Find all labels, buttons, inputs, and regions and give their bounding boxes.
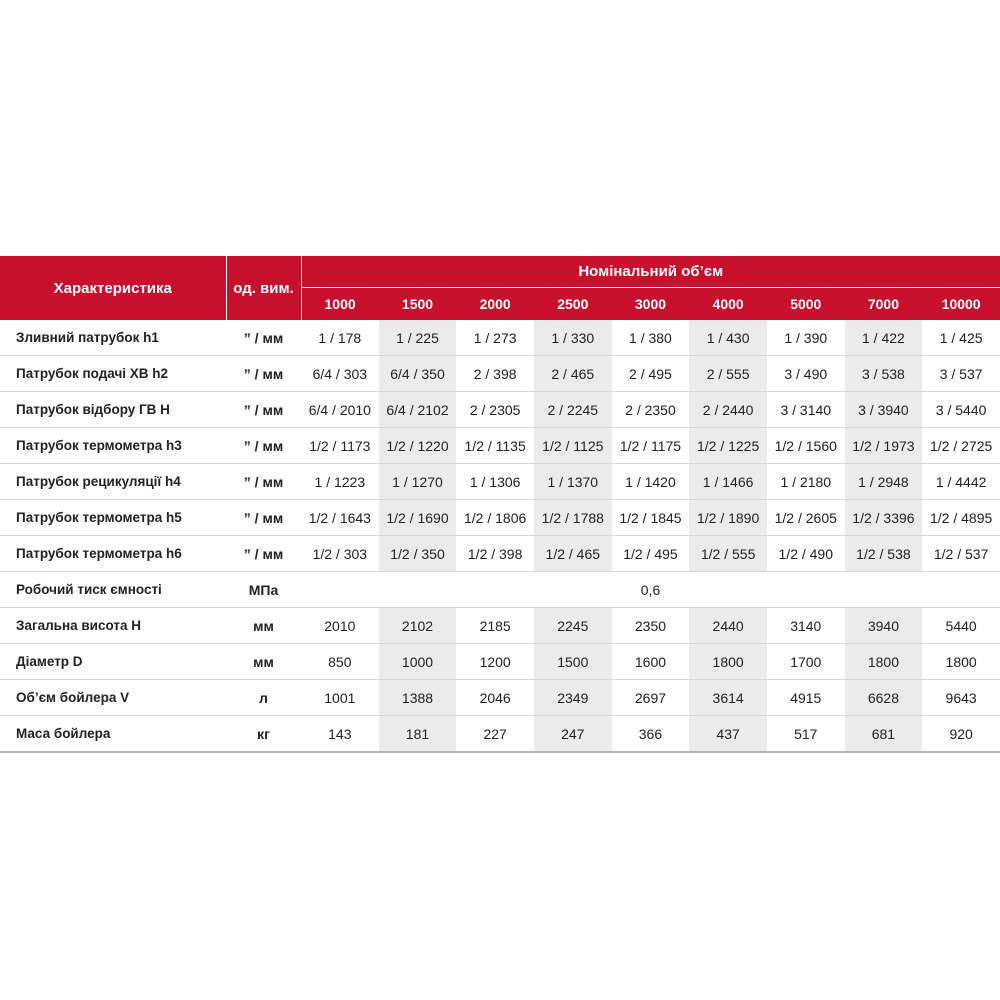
cell-value: 517 (767, 716, 845, 753)
table-row (0, 572, 1000, 608)
cell-value: 1/2 / 1560 (767, 428, 845, 464)
cell-value: 1/2 / 2725 (922, 428, 1000, 464)
header-row-top (0, 256, 1000, 288)
cell-value: 1500 (534, 644, 612, 680)
cell-value: 2 / 398 (456, 356, 534, 392)
row-unit: ” / мм (226, 320, 301, 356)
cell-value: 2046 (456, 680, 534, 716)
header-volume-5: 4000 (689, 288, 767, 321)
header-volume-3: 2500 (534, 288, 612, 321)
cell-value: 6/4 / 2102 (379, 392, 457, 428)
cell-value: 2102 (379, 608, 457, 644)
cell-value: 1/2 / 1845 (612, 500, 690, 536)
cell-value: 1/2 / 1643 (301, 500, 379, 536)
cell-value: 1/2 / 1788 (534, 500, 612, 536)
row-characteristic: Маса бойлера (0, 716, 226, 753)
cell-value: 2245 (534, 608, 612, 644)
cell-value: 1 / 1223 (301, 464, 379, 500)
row-unit: ” / мм (226, 356, 301, 392)
table-row (0, 536, 1000, 572)
cell-value: 1/2 / 490 (767, 536, 845, 572)
header-nominal-volume: Номінальний об’єм (301, 256, 1000, 288)
cell-value: 2 / 2440 (689, 392, 767, 428)
cell-value: 1 / 2948 (845, 464, 923, 500)
cell-value: 3 / 538 (845, 356, 923, 392)
cell-value: 1/2 / 1125 (534, 428, 612, 464)
row-unit: мм (226, 644, 301, 680)
cell-value: 1/2 / 1690 (379, 500, 457, 536)
cell-value: 1/2 / 1225 (689, 428, 767, 464)
row-unit: МПа (226, 572, 301, 608)
row-characteristic: Об’єм бойлера V (0, 680, 226, 716)
cell-value: 1/2 / 1175 (612, 428, 690, 464)
cell-value: 3940 (845, 608, 923, 644)
cell-value: 1 / 1370 (534, 464, 612, 500)
cell-value: 1800 (689, 644, 767, 680)
table-row (0, 644, 1000, 680)
header-volume-7: 7000 (845, 288, 923, 321)
table-row (0, 680, 1000, 716)
cell-value: 1/2 / 538 (845, 536, 923, 572)
cell-value: 681 (845, 716, 923, 753)
cell-value: 1600 (612, 644, 690, 680)
cell-value: 4915 (767, 680, 845, 716)
cell-value: 2350 (612, 608, 690, 644)
cell-value: 1/2 / 350 (379, 536, 457, 572)
cell-value: 1700 (767, 644, 845, 680)
cell-value: 1 / 430 (689, 320, 767, 356)
row-unit: ” / мм (226, 392, 301, 428)
cell-value: 437 (689, 716, 767, 753)
header-volume-6: 5000 (767, 288, 845, 321)
cell-value: 3 / 3940 (845, 392, 923, 428)
cell-value: 1 / 425 (922, 320, 1000, 356)
cell-value: 1/2 / 537 (922, 536, 1000, 572)
cell-value: 1/2 / 1220 (379, 428, 457, 464)
cell-value: 2 / 2350 (612, 392, 690, 428)
cell-value: 1800 (922, 644, 1000, 680)
row-characteristic: Зливний патрубок h1 (0, 320, 226, 356)
cell-value: 9643 (922, 680, 1000, 716)
row-characteristic: Патрубок термометра h6 (0, 536, 226, 572)
cell-value: 1001 (301, 680, 379, 716)
cell-value: 181 (379, 716, 457, 753)
cell-value: 2010 (301, 608, 379, 644)
header-volume-0: 1000 (301, 288, 379, 321)
cell-value: 1/2 / 3396 (845, 500, 923, 536)
cell-value: 1/2 / 1135 (456, 428, 534, 464)
cell-value: 2697 (612, 680, 690, 716)
cell-value: 247 (534, 716, 612, 753)
cell-value: 1 / 273 (456, 320, 534, 356)
cell-value: 1 / 4442 (922, 464, 1000, 500)
cell-value: 6/4 / 303 (301, 356, 379, 392)
row-unit: кг (226, 716, 301, 753)
cell-value: 1/2 / 303 (301, 536, 379, 572)
row-unit: л (226, 680, 301, 716)
row-unit: ” / мм (226, 464, 301, 500)
cell-value: 1 / 390 (767, 320, 845, 356)
cell-value: 1/2 / 1890 (689, 500, 767, 536)
row-characteristic: Робочий тиск ємності (0, 572, 226, 608)
row-unit: ” / мм (226, 500, 301, 536)
cell-value: 1 / 1466 (689, 464, 767, 500)
cell-value: 2 / 2245 (534, 392, 612, 428)
cell-value: 2 / 555 (689, 356, 767, 392)
row-characteristic: Діаметр D (0, 644, 226, 680)
cell-value: 5440 (922, 608, 1000, 644)
cell-value: 1/2 / 4895 (922, 500, 1000, 536)
cell-value: 1 / 330 (534, 320, 612, 356)
header-unit: од. вим. (226, 256, 301, 320)
table-row (0, 392, 1000, 428)
table-row (0, 500, 1000, 536)
header-volume-4: 3000 (612, 288, 690, 321)
table-row (0, 716, 1000, 753)
cell-value: 850 (301, 644, 379, 680)
table-row (0, 356, 1000, 392)
cell-value: 1/2 / 465 (534, 536, 612, 572)
row-unit: мм (226, 608, 301, 644)
cell-value: 1000 (379, 644, 457, 680)
cell-value: 2 / 2305 (456, 392, 534, 428)
cell-value: 1800 (845, 644, 923, 680)
cell-value: 6/4 / 350 (379, 356, 457, 392)
cell-value: 1/2 / 398 (456, 536, 534, 572)
cell-value: 1/2 / 555 (689, 536, 767, 572)
row-characteristic: Патрубок рецикуляції h4 (0, 464, 226, 500)
cell-value: 1 / 178 (301, 320, 379, 356)
cell-value: 143 (301, 716, 379, 753)
spec-table (0, 256, 1000, 753)
cell-value: 1/2 / 1973 (845, 428, 923, 464)
cell-value: 3 / 490 (767, 356, 845, 392)
cell-value: 1 / 380 (612, 320, 690, 356)
cell-value: 1/2 / 2605 (767, 500, 845, 536)
cell-value: 1/2 / 495 (612, 536, 690, 572)
cell-value: 366 (612, 716, 690, 753)
cell-value: 1 / 1270 (379, 464, 457, 500)
cell-value: 227 (456, 716, 534, 753)
cell-value: 6628 (845, 680, 923, 716)
cell-value: 1/2 / 1173 (301, 428, 379, 464)
row-unit: ” / мм (226, 428, 301, 464)
cell-value: 3 / 5440 (922, 392, 1000, 428)
row-characteristic: Патрубок термометра h5 (0, 500, 226, 536)
cell-value: 920 (922, 716, 1000, 753)
cell-value: 1 / 422 (845, 320, 923, 356)
cell-value: 1 / 1420 (612, 464, 690, 500)
header-volume-2: 2000 (456, 288, 534, 321)
row-characteristic: Патрубок подачі ХВ h2 (0, 356, 226, 392)
cell-value: 1200 (456, 644, 534, 680)
row-value-span: 0,6 (301, 572, 1000, 608)
cell-value: 6/4 / 2010 (301, 392, 379, 428)
cell-value: 1388 (379, 680, 457, 716)
header-volume-8: 10000 (922, 288, 1000, 321)
cell-value: 2349 (534, 680, 612, 716)
table-row (0, 320, 1000, 356)
table-row (0, 464, 1000, 500)
table-row (0, 428, 1000, 464)
row-characteristic: Патрубок відбору ГВ H (0, 392, 226, 428)
cell-value: 1 / 225 (379, 320, 457, 356)
header-characteristic: Характеристика (0, 256, 226, 320)
table-row (0, 608, 1000, 644)
cell-value: 2 / 495 (612, 356, 690, 392)
table-body (0, 320, 1000, 752)
row-unit: ” / мм (226, 536, 301, 572)
cell-value: 3 / 3140 (767, 392, 845, 428)
cell-value: 3 / 537 (922, 356, 1000, 392)
cell-value: 2185 (456, 608, 534, 644)
header-volume-1: 1500 (379, 288, 457, 321)
row-characteristic: Патрубок термометра h3 (0, 428, 226, 464)
cell-value: 3140 (767, 608, 845, 644)
cell-value: 1/2 / 1806 (456, 500, 534, 536)
row-characteristic: Загальна висота H (0, 608, 226, 644)
cell-value: 1 / 1306 (456, 464, 534, 500)
cell-value: 1 / 2180 (767, 464, 845, 500)
cell-value: 3614 (689, 680, 767, 716)
cell-value: 2 / 465 (534, 356, 612, 392)
cell-value: 2440 (689, 608, 767, 644)
